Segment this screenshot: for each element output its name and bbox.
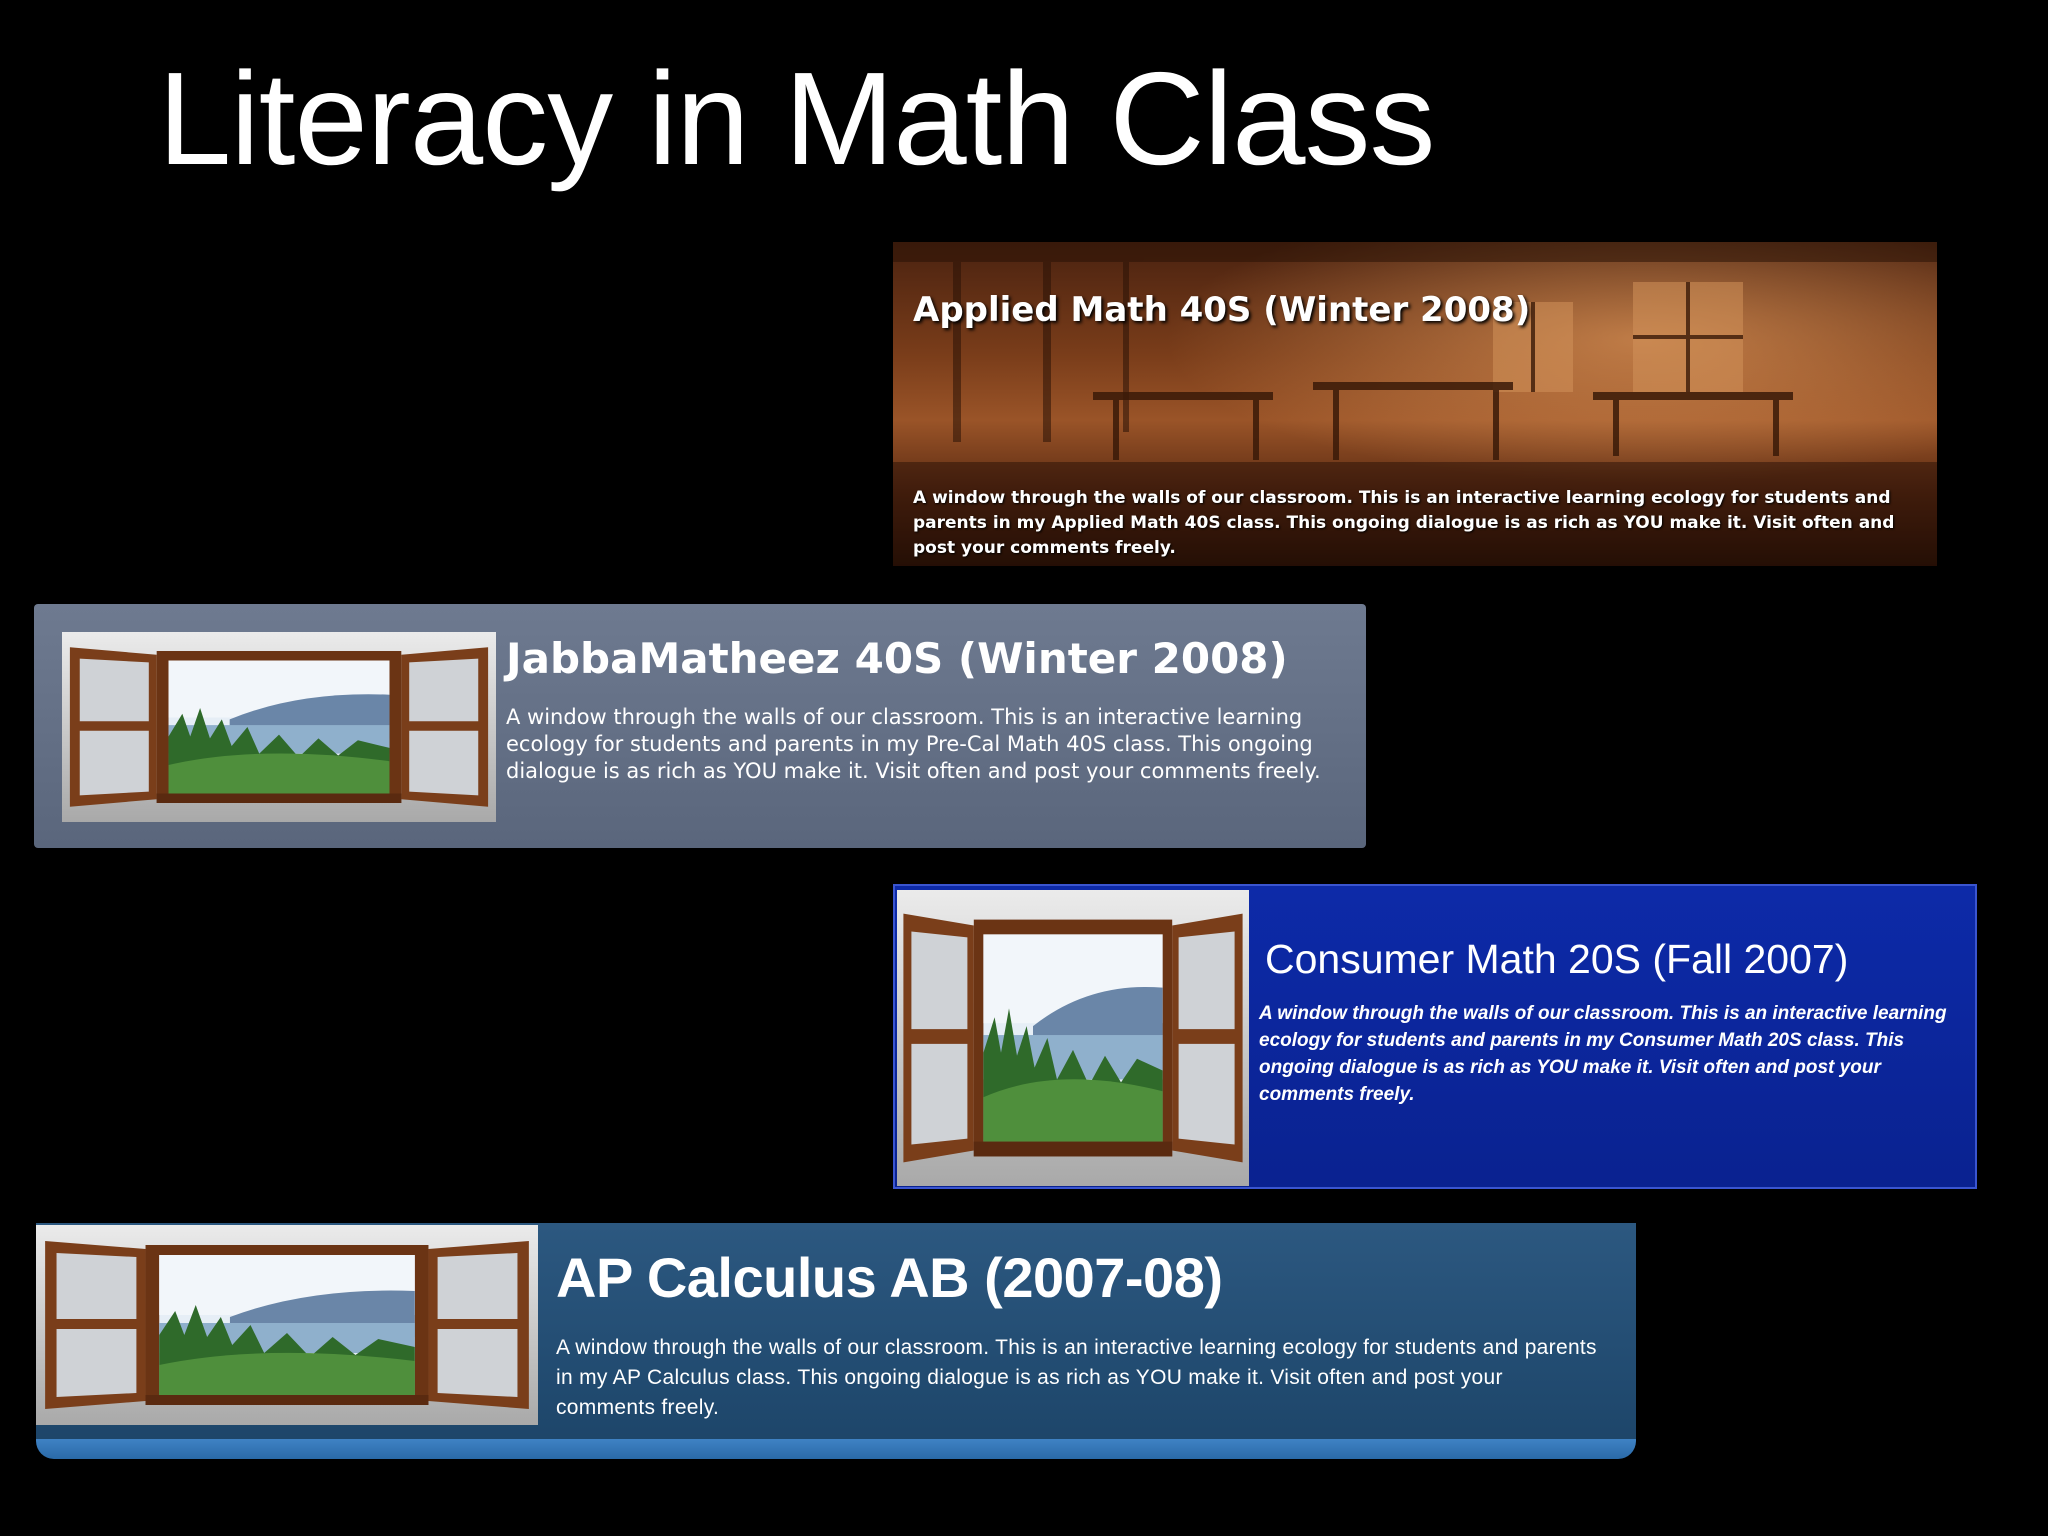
banner-title: Consumer Math 20S (Fall 2007) xyxy=(1265,936,1849,982)
banner-description: A window through the walls of our classroom. This is an interactive learning ecology for students and parents in my Pre-Cal Math 40S class. This ongoing dialogue is as rich as YOU make it. Visit often and post your comments freely. xyxy=(506,705,1321,783)
banner-description: A window through the walls of our classroom. This is an interactive learning ecology for students and parents in my Applied Math 40S class. This ongoing dialogue is as rich as YOU make it. Visit often and post your comments freely. xyxy=(913,488,1895,558)
open-window-lake-view-icon xyxy=(897,890,1249,1186)
banner-title: AP Calculus AB (2007-08) xyxy=(556,1246,1223,1309)
banner-title: JabbaMatheez 40S (Winter 2008) xyxy=(506,634,1288,683)
banner-description: A window through the walls of our classroom. This is an interactive learning ecology for students and parents in my AP Calculus class. This ongoing dialogue is as rich as YOU make it. Visit often and post your comments freely. xyxy=(556,1336,1597,1419)
banner-ap-calculus-ab xyxy=(36,1223,1636,1459)
open-window-lake-view-icon xyxy=(62,632,496,822)
banner-description: A window through the walls of our classroom. This is an interactive learning ecology for students and parents in my Consumer Math 20S class. This ongoing dialogue is as rich as YOU make it. Visit often and post your comments freely. xyxy=(1259,1003,1947,1105)
banner-title: Applied Math 40S (Winter 2008) xyxy=(913,290,1531,330)
banner-jabbamatheez-40s xyxy=(34,604,1366,848)
banner-applied-math-40s xyxy=(893,242,1937,566)
slide-title: Literacy in Math Class xyxy=(158,45,1435,192)
banner-bottom-bar xyxy=(36,1439,1636,1459)
banner-consumer-math-20s xyxy=(893,884,1977,1189)
open-window-lake-view-icon xyxy=(36,1225,538,1425)
